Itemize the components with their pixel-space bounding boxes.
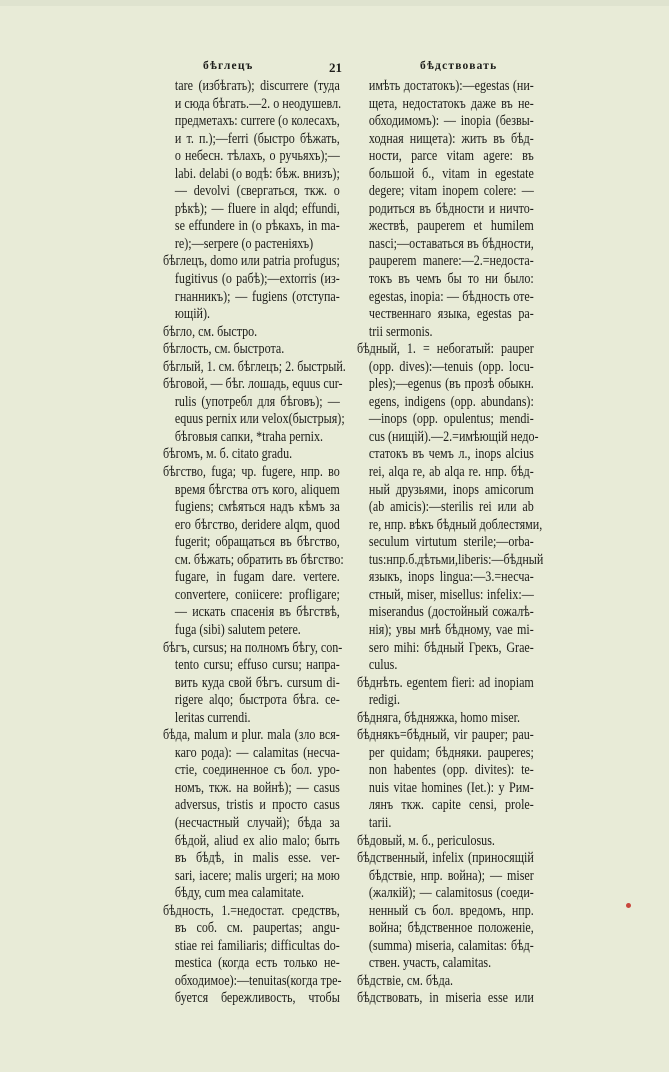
text-line: (ab amicis):—sterilis rei или ab bbox=[368, 499, 534, 516]
text-line: большой б., vitam in egestate bbox=[368, 165, 534, 182]
text-line: ный друзьями, inops amicorum bbox=[368, 481, 534, 498]
text-line: tento cursu; effuso cursu; напра- bbox=[174, 657, 340, 674]
page-number: 21 bbox=[329, 60, 342, 75]
entry-headword-line: бѣгъ, cursus; на полномъ бѣгу, con- bbox=[163, 639, 343, 656]
text-line: въ соб. см. paupertas; angu- bbox=[174, 920, 340, 937]
text-line: (несчастный случай); бѣда за bbox=[174, 814, 340, 831]
entry-headword-line: бѣда, malum и plur. mala (зло вся- bbox=[163, 727, 340, 744]
text-line: (opp. dives):—tenuis (opp. locu- bbox=[368, 358, 534, 375]
text-line: rei, alqa re, ab alqa re. нпр. бѣд- bbox=[368, 464, 534, 481]
right-guide-word: бѣдствовать bbox=[420, 60, 498, 72]
text-line: (summa) miseria, calamitas: бѣд- bbox=[368, 937, 534, 954]
text-line: и т. п.);—ferri (быстро бѣжать, bbox=[174, 130, 340, 147]
text-line: его бѣгство, deridere alqm, quod bbox=[174, 516, 340, 533]
text-line: adversus, tristis и просто casus bbox=[174, 797, 340, 814]
text-line: бѣдой, aliud ex alio malo; быть bbox=[174, 832, 340, 849]
entry-headword-line: бѣдный, 1. = небогатый: pauper bbox=[357, 341, 534, 358]
text-line: per quidam; бѣдняки. pauperes; bbox=[368, 744, 534, 761]
text-line: бѣговыя сапки, *traha pernix. bbox=[174, 428, 324, 445]
text-line: fugerit; обращаться въ бѣгство, bbox=[174, 534, 340, 551]
text-line: convertere, coniicere: profligare; bbox=[174, 586, 340, 603]
text-line: и сюда бѣгать.—2. о неодушевл. bbox=[174, 95, 342, 112]
text-line: гнанникъ); — fugiens (отступа- bbox=[174, 288, 340, 305]
text-line: trii sermonis. bbox=[368, 323, 433, 340]
text-line: въ бѣдѣ, in malis esse. ver- bbox=[174, 850, 340, 867]
text-line: fugitivus (о рабѣ);—extorris (из- bbox=[174, 271, 340, 288]
text-line: предметахъ: currere (о колесахъ, bbox=[174, 113, 340, 130]
text-line: бѣдствіе, нпр. война); — miser bbox=[368, 867, 534, 884]
text-line: имѣть достатокъ):—egestas (ни- bbox=[368, 78, 534, 94]
entry-headword-line: бѣднякъ=бѣдный, vir pauper; pau- bbox=[357, 727, 534, 744]
text-line: каго рода): — calamitas (несча- bbox=[174, 744, 340, 761]
text-line: rigere alqo; быстрота бѣга. ce- bbox=[174, 692, 340, 709]
text-line: redigi. bbox=[368, 692, 401, 709]
text-line: нія); увы мнѣ бѣдному, vae mi- bbox=[368, 621, 534, 638]
text-line: equus pernix или velox(быстрыя); bbox=[174, 411, 345, 428]
text-line: fugare, in fugam dare. vertere. bbox=[174, 569, 340, 586]
scan-top-edge bbox=[0, 0, 669, 6]
entry-headword-line: бѣдствіе, см. бѣда. bbox=[357, 972, 454, 989]
text-line: языкъ, inops lingua:—3.=несча- bbox=[368, 569, 534, 586]
entry-headword-line: бѣдственный, infelix (приносящій bbox=[357, 850, 534, 867]
text-line: буется бережливость, чтобы bbox=[174, 990, 340, 1007]
entry-headword-line: бѣдствовать, in miseria esse или bbox=[357, 990, 534, 1007]
text-line: вить куда свой бѣгъ. cursum di- bbox=[174, 674, 340, 691]
text-line: лянъ ткж. capite censi, prole- bbox=[368, 797, 534, 814]
text-line: рѣкѣ); — fluere in alqd; effundi, bbox=[174, 200, 340, 217]
text-line: rulis (употребл для бѣговъ); — bbox=[174, 393, 340, 410]
entry-headword-line: бѣгомъ, м. б. citato gradu. bbox=[163, 446, 293, 463]
text-line: mestica (когда есть только не- bbox=[174, 955, 340, 972]
entry-headword-line: бѣгло, см. быстро. bbox=[163, 323, 258, 340]
text-line: номъ, ткж. на войнѣ); — casus bbox=[174, 779, 340, 796]
entry-headword-line: бѣговой, — бѣг. лошадь, equus cur- bbox=[163, 376, 343, 393]
text-line: стіе, соединенное съ бол. уро- bbox=[174, 762, 340, 779]
ink-spot bbox=[626, 903, 631, 908]
text-line: —inops (opp. opulentus; mendi- bbox=[368, 411, 534, 428]
text-line: ности, parce vitam agere: въ bbox=[368, 148, 534, 165]
text-line: tarii. bbox=[368, 814, 392, 831]
text-line: se effundere in (о рѣкахъ, in ma- bbox=[174, 218, 340, 235]
text-line: non habentes (opp. divites): te- bbox=[368, 762, 534, 779]
text-line: стный, miser, misellus: infelix:— bbox=[368, 586, 534, 603]
text-line: tus:нпр.б.дѣтьми,liberis:—бѣдный bbox=[368, 551, 544, 568]
text-line: stiae rei familiaris; difficultas do- bbox=[174, 937, 340, 954]
text-line: re);—serpere (о растеніяхъ) bbox=[174, 235, 314, 252]
text-line: seculum virtutum sterile;—orba- bbox=[368, 534, 534, 551]
entry-headword-line: бѣгство, fuga; чр. fugere, нпр. во bbox=[163, 464, 340, 481]
entry-headword-line: бѣглый, 1. см. бѣглецъ; 2. быстрый. bbox=[163, 358, 346, 375]
text-line: culus. bbox=[368, 657, 398, 674]
text-line: ющій). bbox=[174, 306, 211, 323]
text-line: fuga (sibi) salutem petere. bbox=[174, 621, 301, 638]
text-line: статокъ въ чемъ л., inops alcius bbox=[368, 446, 534, 463]
text-line: ствен. участь, calamitas. bbox=[368, 955, 492, 972]
text-line: re, нпр. вѣкъ бѣдный доблестями, bbox=[368, 516, 543, 533]
text-line: обходимомъ): — inopia (безвы- bbox=[368, 113, 534, 130]
text-line: — искать спасенія въ бѣгствѣ, bbox=[174, 604, 340, 621]
text-line: ненный съ бол. вредомъ, нпр. bbox=[368, 902, 534, 919]
text-line: — devolvi (свергаться, ткж. о bbox=[174, 183, 340, 200]
text-line: о небесн. тѣлахъ, о ручьяхъ);— bbox=[174, 148, 340, 165]
text-line: обходимое):—tenuitas(когда тре- bbox=[174, 972, 342, 989]
left-column bbox=[163, 78, 346, 1008]
text-line: pauperem manere:—2.=недоста- bbox=[368, 253, 534, 270]
text-line: время бѣгства отъ кого, aliquem bbox=[174, 481, 340, 498]
text-line: labi. delabi (о водѣ: бѣж. внизъ); bbox=[174, 165, 340, 182]
text-line: бѣду, cum mea calamitate. bbox=[174, 885, 305, 902]
text-line: tare (избѣгать); discurrere (туда bbox=[174, 78, 340, 94]
text-line: cus (нищій).—2.=имѣющій недо- bbox=[368, 428, 539, 445]
text-line: sari, iacere; malis urgeri; на мою bbox=[174, 867, 340, 884]
left-guide-word: бѣглецъ bbox=[203, 60, 254, 72]
text-line: nuis vitae homines (Iet.): у Рим- bbox=[368, 779, 534, 796]
entry-headword-line: бѣдняга, бѣдняжка, homo miser. bbox=[357, 709, 520, 726]
text-line: ples);—egenus (въ прозѣ обыкн. bbox=[368, 376, 534, 393]
text-line: см. бѣжать; обратить въ бѣгство: bbox=[174, 551, 344, 568]
text-line: война; бѣдственное положеніе, bbox=[368, 920, 534, 937]
entry-headword-line: бѣглость, см. быстрота. bbox=[163, 341, 285, 358]
text-line: leritas currendi. bbox=[174, 709, 251, 726]
text-line: жествѣ, pauperem et humilem bbox=[368, 218, 534, 235]
entry-headword-line: бѣдность, 1.=недостат. средствъ, bbox=[163, 902, 340, 919]
text-line: nasci;—оставаться въ бѣдности, bbox=[368, 235, 534, 252]
text-line: ходная нищета): жить въ бѣд- bbox=[368, 130, 534, 147]
text-line: sero mihi: бѣдный Грекъ, Grae- bbox=[368, 639, 534, 656]
text-line: egens, indigens (opp. abundans): bbox=[368, 393, 534, 410]
text-line: miserandus (достойный сожалѣ- bbox=[368, 604, 534, 621]
right-column bbox=[357, 78, 544, 1008]
text-line: щета, недостатокъ даже въ не- bbox=[368, 95, 534, 112]
text-line: (жалкій); — calamitosus (соеди- bbox=[368, 885, 534, 902]
entry-headword-line: бѣднѣть. egentem fieri: ad inopiam bbox=[357, 674, 534, 691]
text-line: fugiens; смѣяться надъ кѣмъ за bbox=[174, 499, 340, 516]
text-line: egestas, inopia: — бѣдность оте- bbox=[368, 288, 534, 305]
entry-headword-line: бѣглецъ, domo или patria profugus; bbox=[163, 253, 340, 270]
text-line: чественнаго языка, egestas pa- bbox=[368, 306, 534, 323]
text-line: токъ въ чемъ бы то ни было: bbox=[368, 271, 534, 288]
text-line: degere; vitam inopem colere: — bbox=[368, 183, 534, 200]
entry-headword-line: бѣдовый, м. б., periculosus. bbox=[357, 832, 495, 849]
text-line: родиться въ бѣдности и ничто- bbox=[368, 200, 534, 217]
